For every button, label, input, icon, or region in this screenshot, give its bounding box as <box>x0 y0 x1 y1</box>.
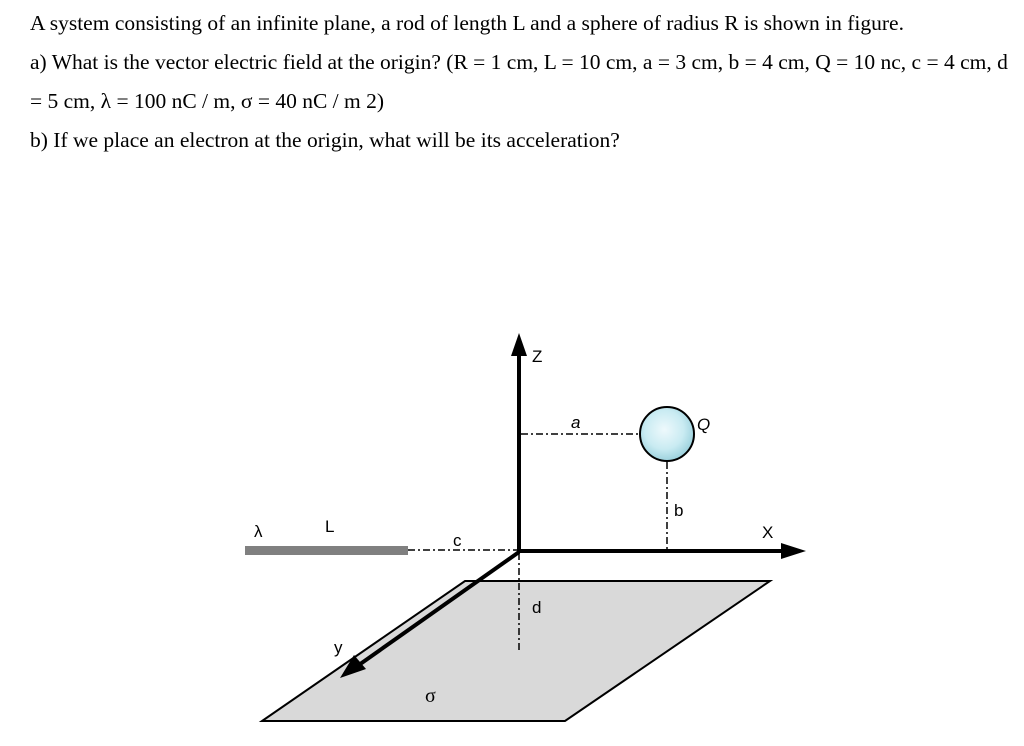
problem-intro: A system consisting of an infinite plane, a rod of length L and a sphere of radius R is shown in figure. <box>30 11 904 35</box>
rod-length-label: L <box>325 517 335 536</box>
problem-part-b: b) If we place an electron at the origin, what will be its acceleration? <box>30 128 620 152</box>
distance-c-label: c <box>453 531 462 550</box>
x-axis-arrowhead <box>781 543 806 559</box>
x-axis-label: X <box>762 523 774 542</box>
distance-d-label: d <box>532 598 542 617</box>
sphere-charge-label: Q <box>697 415 711 434</box>
distance-a-label: a <box>571 413 581 432</box>
charged-sphere <box>640 407 694 461</box>
rod-charge-density-label: λ <box>254 522 263 541</box>
y-axis-label: y <box>334 638 343 657</box>
charged-rod <box>245 546 408 555</box>
plane-charge-density-label: σ <box>425 685 436 707</box>
problem-part-a: a) What is the vector electric field at the origin? (R = 1 cm, L = 10 cm, a = 3 cm, b = 4 cm, Q = 10 nc, c = 4 cm, d = 5 cm, λ = 100 nC / m, σ = 40 nC / m 2) <box>30 50 1008 113</box>
z-axis-label: Z <box>532 347 543 366</box>
z-axis-arrowhead <box>511 333 527 356</box>
distance-b-label: b <box>674 501 684 520</box>
